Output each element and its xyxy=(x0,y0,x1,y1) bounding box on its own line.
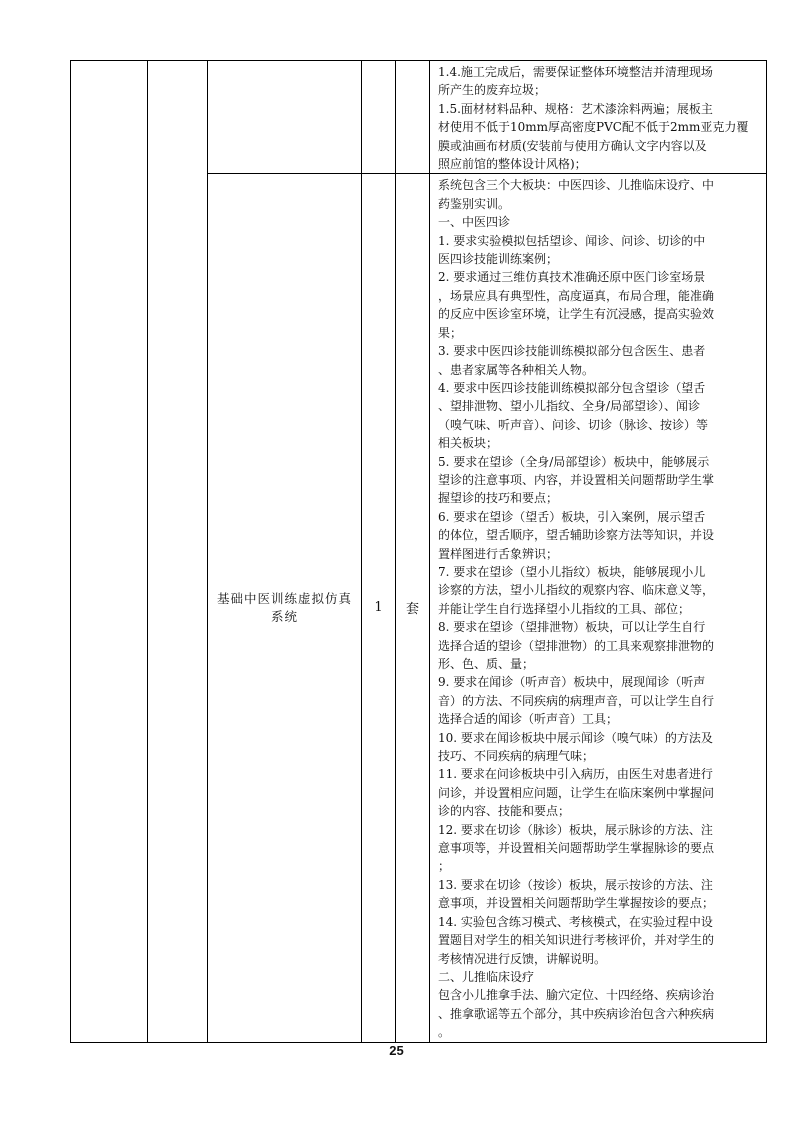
text-line: 11. 要求在问诊板块中引入病历，由医生对患者进行 xyxy=(438,767,713,782)
text-line: 14. 实验包含练习模式、考核模式，在实验过程中设 xyxy=(438,914,713,929)
text-line: 6. 要求在望诊（望舌）板块，引入案例，展示望舌 xyxy=(438,509,706,524)
parameter-text xyxy=(430,174,766,1041)
text-line: 形、色、质、量； xyxy=(438,657,535,671)
text-line: 的反应中医诊室环境，让学生有沉浸感，提高实验效 xyxy=(438,307,715,322)
text-line: ； xyxy=(438,859,451,874)
text-line: （嗅气味、听声音）、问诊、切诊（脉诊、按诊）等 xyxy=(438,417,709,432)
text-line: 膜或油画布材质(安装前与使用方确认文字内容以及 xyxy=(438,138,707,153)
text-line: 选择合适的望诊（望排泄物）的工具来观察排泄物的 xyxy=(438,638,715,653)
quantity-value: 1 xyxy=(374,600,383,616)
text-line: 并能让学生自行选择望小儿指纹的工具、部位； xyxy=(438,601,691,616)
text-line: 意事项，并设置相关问题帮助学生掌握按诊的要点； xyxy=(438,896,715,911)
unit-cell xyxy=(396,174,430,1042)
text-line: 1. 要求实验模拟包括望诊、闻诊、问诊、切诊的中 xyxy=(438,233,706,248)
text-line: 2. 要求通过三维仿真技术准确还原中医门诊室场景 xyxy=(438,270,706,285)
text-line: 音）的方法、不同疾病的病理声音，可以让学生自行 xyxy=(438,693,715,708)
text-line: 系统包含三个大板块：中医四诊、儿推临床设疗、中 xyxy=(438,178,715,193)
quantity-cell xyxy=(362,61,396,174)
item-name-line: 基础中医训练虚拟仿真 xyxy=(216,590,352,606)
text-line: 诊察的方法，望小儿指纹的观察内容、临床意义等， xyxy=(438,583,715,598)
text-line: 、望排泄物、望小儿指纹、全身/局部望诊）、闻诊 xyxy=(438,399,701,414)
spec-table xyxy=(70,60,767,1043)
text-line: 置题目对学生的相关知识进行考核评价，并对学生的 xyxy=(438,933,715,948)
text-line: 医四诊技能训练案例； xyxy=(438,252,559,267)
text-line: 置样图进行舌象辨识； xyxy=(438,546,559,561)
item-name-line: 系统 xyxy=(270,608,298,624)
text-line: 5. 要求在望诊（全身/局部望诊）板块中，能够展示 xyxy=(438,454,710,469)
text-line: 7. 要求在望诊（望小儿指纹）板块，能够展现小儿 xyxy=(438,564,706,579)
parameter-cell xyxy=(430,61,767,174)
text-line: 4. 要求中医四诊技能训练模拟部分包含望诊（望舌 xyxy=(438,380,706,395)
table-row xyxy=(71,61,767,174)
text-line: 意事项等，并设置相关问题帮助学生掌握脉诊的要点 xyxy=(438,841,715,856)
text-line: 望诊的注意事项、内容，并设置相关问题帮助学生掌 xyxy=(438,472,715,487)
text-line: 、患者家属等各种相关人物。 xyxy=(438,362,595,377)
category-cell xyxy=(148,61,208,1043)
text-line: 12. 要求在切诊（脉诊）板块，展示脉诊的方法、注 xyxy=(438,822,713,837)
text-line: 所产生的废弃垃圾； xyxy=(438,83,547,98)
text-line: 1.5.面材材料品种、规格：艺术漆涂料两遍；展板主 xyxy=(438,101,713,116)
text-line: 9. 要求在闻诊（听声音）板块中，展现闻诊（听声 xyxy=(438,675,706,690)
text-line: 果； xyxy=(438,325,463,340)
text-line: 3. 要求中医四诊技能训练模拟部分包含医生、患者 xyxy=(438,344,706,359)
text-line: 考核情况进行反馈，讲解说明。 xyxy=(438,951,607,966)
text-line: 的体位，望舌顺序，望舌辅助诊察方法等知识，并设 xyxy=(438,528,715,543)
text-line: 问诊，并设置相应问题，让学生在临床案例中掌握问 xyxy=(438,785,715,800)
text-line: 13. 要求在切诊（按诊）板块，展示按诊的方法、注 xyxy=(438,877,713,892)
text-line: 10. 要求在闻诊板块中展示闻诊（嗅气味）的方法及 xyxy=(438,730,713,745)
text-line: 、推拿歌谣等五个部分，其中疾病诊治包含六种疾病 xyxy=(438,1006,715,1021)
text-line: 诊的内容、技能和要点； xyxy=(438,804,571,819)
text-line: 一、中医四诊 xyxy=(438,215,511,230)
text-line: 包含小儿推拿手法、腧穴定位、十四经络、疾病诊治 xyxy=(438,988,715,1003)
text-line: 材使用不低于10mm厚高密度PVC配不低于2mm亚克力覆 xyxy=(438,120,749,135)
parameter-text xyxy=(430,61,766,173)
text-line: 相关板块； xyxy=(438,436,499,451)
text-line: 照应前馆的整体设计风格)； xyxy=(438,157,587,172)
item-name-cell xyxy=(208,174,362,1042)
parameter-cell xyxy=(430,174,767,1042)
page-number: 25 xyxy=(389,1043,404,1058)
text-line: 二、儿推临床设疗 xyxy=(438,969,535,984)
text-line: 技巧、不同疾病的病理气味； xyxy=(438,749,595,764)
unit-value: 套 xyxy=(405,602,419,618)
quantity-cell xyxy=(362,174,396,1042)
text-line: 1.4.施工完成后，需要保证整体环境整洁并清理现场 xyxy=(438,65,713,79)
text-line: 8. 要求在望诊（望排泄物）板块，可以让学生自行 xyxy=(438,620,706,635)
index-cell xyxy=(71,61,148,1043)
text-line: 。 xyxy=(438,1025,451,1040)
text-line: 握望诊的技巧和要点； xyxy=(438,491,559,506)
text-line: ，场景应具有典型性，高度逼真，布局合理，能准确 xyxy=(438,288,715,303)
unit-cell xyxy=(396,61,430,174)
text-line: 药鉴别实训。 xyxy=(438,196,511,211)
item-name-cell xyxy=(208,61,362,174)
text-line: 选择合适的闻诊（听声音）工具； xyxy=(438,712,619,727)
